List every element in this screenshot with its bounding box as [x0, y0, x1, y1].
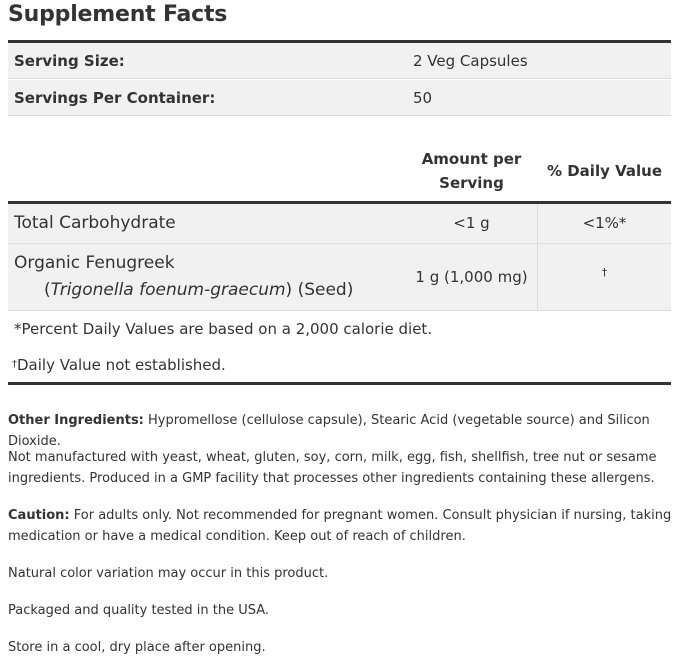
amount-per-serving-header	[400, 147, 543, 195]
serving-size-label: Serving Size:	[14, 52, 125, 70]
daily-value-header: % Daily Value	[546, 162, 662, 180]
amount-header-line2: Serving	[439, 174, 504, 192]
storage-note: Store in a cool, dry place after opening.	[8, 640, 266, 655]
footnote-percent-daily-value: *Percent Daily Values are based on a 2,000 calorie diet.	[14, 320, 433, 338]
caution-label: Caution:	[8, 508, 70, 523]
amount-header-line1: Amount per	[421, 150, 522, 168]
other-ingredients: Other Ingredients: Hypromellose (cellulose capsule), Stearic Acid (vegetable source) and Silicon Dioxide.	[8, 413, 650, 449]
nutrient-amount: 1 g (1,000 mg)	[415, 268, 528, 286]
color-variation-note: Natural color variation may occur in this product.	[8, 566, 329, 581]
allergen-statement: Not manufactured with yeast, wheat, gluten, soy, corn, milk, egg, fish, shellfish, tree nut or sesame ingredients. Produced in a GMP facility that processes other ingredients containing these allergens.	[8, 450, 657, 486]
footnote-daily-value-not-established: †Daily Value not established.	[12, 356, 226, 374]
serving-size-value: 2 Veg Capsules	[413, 52, 528, 70]
nutrient-botanical-name: (Trigonella foenum-graecum) (Seed)	[44, 280, 354, 300]
dagger-symbol: †	[12, 359, 17, 370]
page-title: Supplement Facts	[8, 2, 228, 27]
caution-statement: Caution: For adults only. Not recommended for pregnant women. Consult physician if nursing, taking medication or have a medical condition. Keep out of reach of children.	[8, 508, 672, 544]
servings-per-container-label: Servings Per Container:	[14, 89, 216, 107]
servings-per-container-row	[8, 80, 671, 116]
nutrient-row-fenugreek	[8, 244, 671, 311]
nutrient-daily-value: <1%*	[582, 214, 627, 232]
nutrient-daily-value: †	[601, 266, 608, 279]
nutrient-amount: <1 g	[453, 214, 490, 232]
nutrient-row-carbohydrate	[8, 204, 671, 244]
nutrient-name: Organic Fenugreek	[14, 253, 175, 273]
serving-size-row	[8, 43, 671, 79]
other-ingredients-label: Other Ingredients:	[8, 413, 144, 428]
bottom-rule	[8, 382, 671, 385]
nutrient-name: Total Carbohydrate	[14, 213, 176, 233]
servings-per-container-value: 50	[413, 89, 433, 107]
packaged-note: Packaged and quality tested in the USA.	[8, 603, 270, 618]
